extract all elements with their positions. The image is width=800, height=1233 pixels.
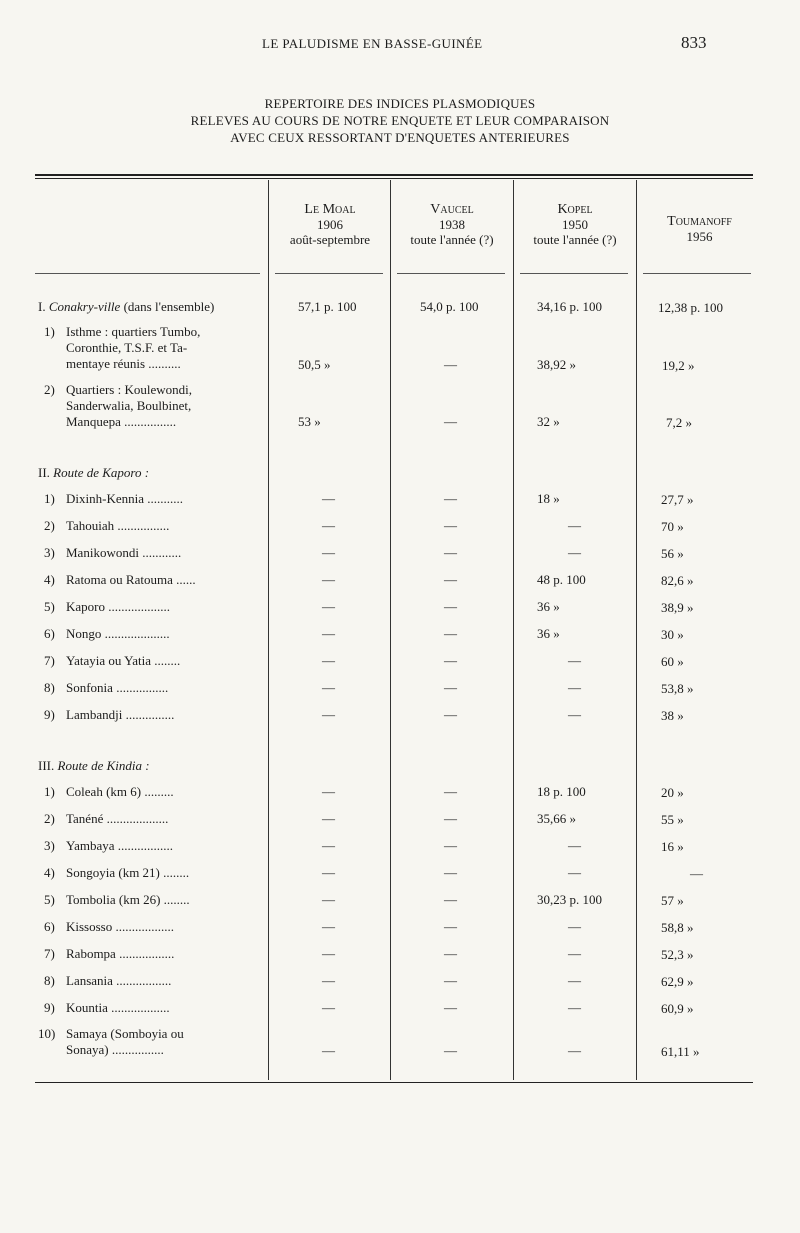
column-divider [268, 180, 269, 1080]
row-label-line: Ratoma ou Ratouma ...... [66, 572, 196, 587]
column-author: Le Moal [304, 202, 356, 217]
row-number: 10) [38, 1026, 56, 1041]
column-author: Kopel [557, 202, 593, 217]
row-number: 3) [44, 838, 55, 853]
table-cell: 36 » [537, 599, 560, 614]
table-cell: — [444, 919, 457, 934]
column-year: 1938 [439, 217, 465, 232]
column-author: Vaucel [430, 202, 474, 217]
table-cell: — [568, 865, 581, 880]
row-label-line: Sonaya) ................ [66, 1042, 164, 1057]
row-label-line: Songoyia (km 21) ........ [66, 865, 190, 880]
table-cell: — [568, 919, 581, 934]
header-separator [275, 273, 383, 274]
section-numeral: I. [38, 299, 46, 314]
table-cell: — [568, 838, 581, 853]
table-cell: — [322, 680, 335, 695]
table-cell: — [568, 1043, 581, 1058]
row-label-line: Sonfonia ................ [66, 680, 169, 695]
table-cell: — [444, 838, 457, 853]
section-name: Route de Kaporo : [53, 465, 150, 480]
table-cell: — [568, 653, 581, 668]
table-cell: — [568, 518, 581, 533]
table-cell: — [322, 973, 335, 988]
row-number: 2) [44, 518, 55, 533]
table-cell: — [444, 973, 457, 988]
table-cell: — [444, 572, 457, 587]
column-divider [513, 180, 514, 1080]
table-cell: — [444, 626, 457, 641]
table-cell: — [568, 973, 581, 988]
column-year: 1956 [686, 229, 713, 244]
row-number: 6) [44, 919, 55, 934]
table-cell: 48 p. 100 [537, 572, 586, 587]
section-name: Conakry-ville [48, 299, 121, 314]
table-bottom-rule [35, 1082, 753, 1083]
table-cell: 30,23 p. 100 [537, 892, 602, 907]
running-head [0, 33, 800, 56]
table-cell: 61,11 » [661, 1044, 700, 1059]
row-number: 2) [44, 382, 55, 397]
table-cell: — [322, 626, 335, 641]
column-header-vaucel [391, 202, 513, 247]
table-title-line: AVEC CEUX RESSORTANT D'ENQUETES ANTERIEURES [230, 130, 570, 145]
table-cell: 38,92 » [537, 357, 576, 372]
column-divider [636, 180, 637, 1080]
table-cell: — [444, 811, 457, 826]
row-label-line: Isthme : quartiers Tumbo, [66, 324, 201, 339]
header-separator [397, 273, 505, 274]
column-author: Toumanoff [667, 214, 732, 229]
row-label-line: Lambandji ............... [66, 707, 175, 722]
table-cell: 57,1 p. 100 [298, 299, 357, 314]
table-cell: 34,16 p. 100 [537, 299, 602, 314]
row-number: 5) [44, 599, 55, 614]
table-cell: — [690, 866, 703, 881]
row-number: 7) [44, 653, 55, 668]
row-label-line: Quartiers : Koulewondi, [66, 382, 193, 397]
table-cell: 32 » [537, 414, 560, 429]
table-cell: 70 » [661, 519, 684, 534]
table-cell: — [322, 784, 335, 799]
table-cell: — [322, 653, 335, 668]
row-label-line: mentaye réunis .......... [66, 356, 181, 371]
section-name: Route de Kindia : [57, 758, 150, 773]
row-number: 7) [44, 946, 55, 961]
row-number: 1) [44, 491, 55, 506]
column-period: toute l'année (?) [533, 232, 617, 247]
table-cell: — [322, 811, 335, 826]
section-numeral: II. [38, 465, 50, 480]
table-cell: — [444, 707, 457, 722]
table-cell: 53 » [298, 414, 321, 429]
table-cell: — [444, 518, 457, 533]
table-cell: 60 » [661, 654, 684, 669]
table-cell: — [444, 599, 457, 614]
running-title: LE PALUDISME EN BASSE-GUINÉE [262, 36, 483, 51]
row-label-line: Yatayia ou Yatia ........ [66, 653, 181, 668]
table-cell: — [322, 838, 335, 853]
table-cell: — [444, 784, 457, 799]
row-label-line: Yambaya ................. [66, 838, 174, 853]
table-cell: 82,6 » [661, 573, 694, 588]
header-separator [35, 273, 260, 274]
table-cell: 36 » [537, 626, 560, 641]
table-cell: 12,38 p. 100 [658, 300, 723, 315]
table-cell: 57 » [661, 893, 684, 908]
table-cell: 18 » [537, 491, 560, 506]
table-cell: 53,8 » [661, 681, 694, 696]
row-number: 2) [44, 811, 55, 826]
page-number: 833 [681, 33, 707, 52]
row-label-line: Coronthie, T.S.F. et Ta- [66, 340, 188, 355]
table-cell: — [444, 1043, 457, 1058]
table-cell: 50,5 » [298, 357, 331, 372]
table-cell: 60,9 » [661, 1001, 694, 1016]
column-divider [390, 180, 391, 1080]
row-number: 4) [44, 865, 55, 880]
table-cell: — [568, 545, 581, 560]
table-cell: 7,2 » [666, 415, 692, 430]
table-cell: — [444, 946, 457, 961]
row-label-line: Tahouiah ................ [66, 518, 170, 533]
row-label-line: Kaporo ................... [66, 599, 170, 614]
table-cell: — [322, 1043, 335, 1058]
table-cell: — [568, 946, 581, 961]
table-cell: 16 » [661, 839, 684, 854]
row-number: 3) [44, 545, 55, 560]
row-number: 4) [44, 572, 55, 587]
table-cell: 58,8 » [661, 920, 694, 935]
table-title [0, 95, 800, 146]
table-cell: 55 » [661, 812, 684, 827]
row-label-line: Kissosso .................. [66, 919, 174, 934]
row-label-line: Tanéné ................... [66, 811, 169, 826]
table-cell: 18 p. 100 [537, 784, 586, 799]
header-separator [643, 273, 751, 274]
table-cell: 38,9 » [661, 600, 694, 615]
row-number: 8) [44, 680, 55, 695]
table-cell: — [444, 892, 457, 907]
table-top-rule [35, 174, 753, 176]
row-number: 8) [44, 973, 55, 988]
section-heading-conakry [38, 299, 214, 315]
table-title-line: REPERTOIRE DES INDICES PLASMODIQUES [264, 96, 536, 111]
table-cell: — [444, 545, 457, 560]
table-cell: — [322, 919, 335, 934]
column-header-kopel [514, 202, 636, 247]
table-cell: — [322, 707, 335, 722]
column-header-le-moal [270, 202, 390, 247]
section-suffix: (dans l'ensemble) [120, 299, 215, 314]
table-title-line: RELEVES AU COURS DE NOTRE ENQUETE ET LEUR COMPARAISON [190, 113, 610, 128]
row-label-line: Rabompa ................. [66, 946, 175, 961]
row-number: 1) [44, 324, 55, 339]
table-cell: — [322, 1000, 335, 1015]
table-cell: — [568, 707, 581, 722]
table-cell: 35,66 » [537, 811, 576, 826]
row-number: 5) [44, 892, 55, 907]
column-header-toumanoff [637, 214, 762, 244]
table-cell: — [444, 1000, 457, 1015]
table-cell: — [568, 680, 581, 695]
table-cell: — [322, 545, 335, 560]
table-cell: — [322, 518, 335, 533]
row-label-line: Manquepa ................ [66, 414, 177, 429]
table-cell: — [444, 865, 457, 880]
column-period: toute l'année (?) [410, 232, 494, 247]
row-number: 6) [44, 626, 55, 641]
table-cell: 38 » [661, 708, 684, 723]
table-cell: — [322, 599, 335, 614]
row-label-line: Dixinh-Kennia ........... [66, 491, 183, 506]
header-separator [520, 273, 628, 274]
table-cell: 56 » [661, 546, 684, 561]
table-cell: 62,9 » [661, 974, 694, 989]
table-cell: — [444, 414, 457, 429]
table-cell: 19,2 » [662, 358, 695, 373]
table-cell: 20 » [661, 785, 684, 800]
table-cell: — [444, 491, 457, 506]
table-cell: — [322, 572, 335, 587]
table-cell: 30 » [661, 627, 684, 642]
table-cell: — [322, 946, 335, 961]
table-cell: — [444, 653, 457, 668]
row-number: 9) [44, 707, 55, 722]
row-label-line: Lansania ................. [66, 973, 172, 988]
row-label-line: Sanderwalia, Boulbinet, [66, 398, 192, 413]
table-cell: — [444, 680, 457, 695]
table-cell: 52,3 » [661, 947, 694, 962]
section-numeral: III. [38, 758, 55, 773]
column-year: 1906 [317, 217, 343, 232]
column-period: août-septembre [289, 232, 371, 247]
table-cell: — [322, 865, 335, 880]
row-label-line: Nongo .................... [66, 626, 170, 641]
section-heading-kindia [38, 758, 150, 774]
row-label-line: Tombolia (km 26) ........ [66, 892, 190, 907]
table-cell: — [444, 357, 457, 372]
row-label-line: Samaya (Somboyia ou [66, 1026, 184, 1041]
table-cell: 54,0 p. 100 [420, 299, 479, 314]
column-year: 1950 [562, 217, 588, 232]
table-cell: — [568, 1000, 581, 1015]
table-cell: — [322, 491, 335, 506]
row-number: 1) [44, 784, 55, 799]
row-label-line: Coleah (km 6) ......... [66, 784, 174, 799]
row-label-line: Kountia .................. [66, 1000, 170, 1015]
row-number: 9) [44, 1000, 55, 1015]
row-label-line: Manikowondi ............ [66, 545, 182, 560]
table-top-rule-thin [35, 178, 753, 179]
table-cell: 27,7 » [661, 492, 694, 507]
table-cell: — [322, 892, 335, 907]
section-heading-kaporo [38, 465, 149, 481]
